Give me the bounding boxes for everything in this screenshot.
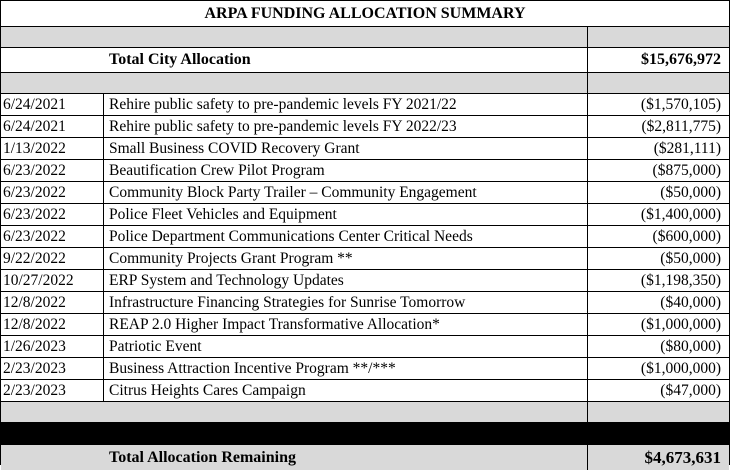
row-description: Small Business COVID Recovery Grant: [104, 138, 588, 159]
table-row: [1, 380, 729, 402]
table-row: [1, 116, 729, 138]
row-amount: ($80,000): [660, 337, 721, 355]
table-row: [1, 248, 729, 270]
total-city-label: Total City Allocation: [109, 51, 251, 68]
row-amount: ($50,000): [660, 249, 721, 267]
row-amount: ($1,000,000): [640, 359, 721, 377]
row-date: 2/23/2023: [1, 358, 104, 379]
row-amount: ($1,570,105): [640, 95, 721, 113]
table-row: [1, 270, 729, 292]
row-description: Citrus Heights Cares Campaign: [104, 380, 588, 401]
row-amount: ($1,198,350): [640, 271, 721, 289]
total-remaining-label: Total Allocation Remaining: [109, 448, 296, 466]
row-description: Business Attraction Incentive Program **/***: [104, 358, 588, 379]
allocation-rows: [1, 94, 729, 402]
row-amount: ($1,000,000): [640, 315, 721, 333]
table-row: [1, 204, 729, 226]
row-amount: ($281,111): [653, 139, 721, 157]
row-description: Police Fleet Vehicles and Equipment: [104, 204, 588, 225]
row-amount: ($40,000): [660, 293, 721, 311]
table-title-row: [1, 1, 729, 27]
row-date: 6/23/2022: [1, 204, 104, 225]
row-date: 6/23/2022: [1, 182, 104, 203]
row-date: 6/24/2021: [1, 94, 104, 115]
table-row: [1, 160, 729, 182]
table-title: ARPA FUNDING ALLOCATION SUMMARY: [204, 4, 526, 22]
row-date: 6/23/2022: [1, 160, 104, 181]
row-date: 10/27/2022: [1, 270, 104, 291]
row-description: REAP 2.0 Higher Impact Transformative Allocation*: [104, 314, 588, 335]
row-description: Rehire public safety to pre-pandemic levels FY 2022/23: [104, 116, 588, 137]
table-row: [1, 358, 729, 380]
row-description: ERP System and Technology Updates: [104, 270, 588, 291]
row-description: Rehire public safety to pre-pandemic levels FY 2021/22: [104, 94, 588, 115]
table-row: [1, 226, 729, 248]
row-description: Beautification Crew Pilot Program: [104, 160, 588, 181]
row-date: 12/8/2022: [1, 314, 104, 335]
row-date: 2/23/2023: [1, 380, 104, 401]
spacer-row: [1, 27, 729, 48]
table-row: [1, 94, 729, 116]
row-date: 12/8/2022: [1, 292, 104, 313]
row-description: Police Department Communications Center Critical Needs: [104, 226, 588, 247]
spacer-row: [1, 73, 729, 94]
table-row: [1, 314, 729, 336]
table-row: [1, 292, 729, 314]
total-allocation-remaining-row: [1, 445, 729, 470]
row-description: Patriotic Event: [104, 336, 588, 357]
table-row: [1, 336, 729, 358]
row-date: 1/13/2022: [1, 138, 104, 159]
total-remaining-amount: $4,673,631: [644, 447, 721, 467]
row-description: Community Projects Grant Program **: [104, 248, 588, 269]
black-divider-row: [1, 423, 729, 445]
row-amount: ($2,811,775): [641, 117, 721, 135]
row-description: Community Block Party Trailer – Community Engagement: [104, 182, 588, 203]
total-city-amount: $15,676,972: [641, 51, 721, 68]
row-amount: ($600,000): [652, 227, 721, 245]
row-amount: ($47,000): [660, 381, 721, 399]
total-city-allocation-row: [1, 48, 729, 73]
row-amount: ($875,000): [652, 161, 721, 179]
row-description: Infrastructure Financing Strategies for Sunrise Tomorrow: [104, 292, 588, 313]
row-date: 1/26/2023: [1, 336, 104, 357]
row-date: 6/24/2021: [1, 116, 104, 137]
table-row: [1, 138, 729, 160]
row-amount: ($50,000): [660, 183, 721, 201]
table-row: [1, 182, 729, 204]
row-date: 6/23/2022: [1, 226, 104, 247]
row-date: 9/22/2022: [1, 248, 104, 269]
spacer-row: [1, 402, 729, 423]
row-amount: ($1,400,000): [640, 205, 721, 223]
